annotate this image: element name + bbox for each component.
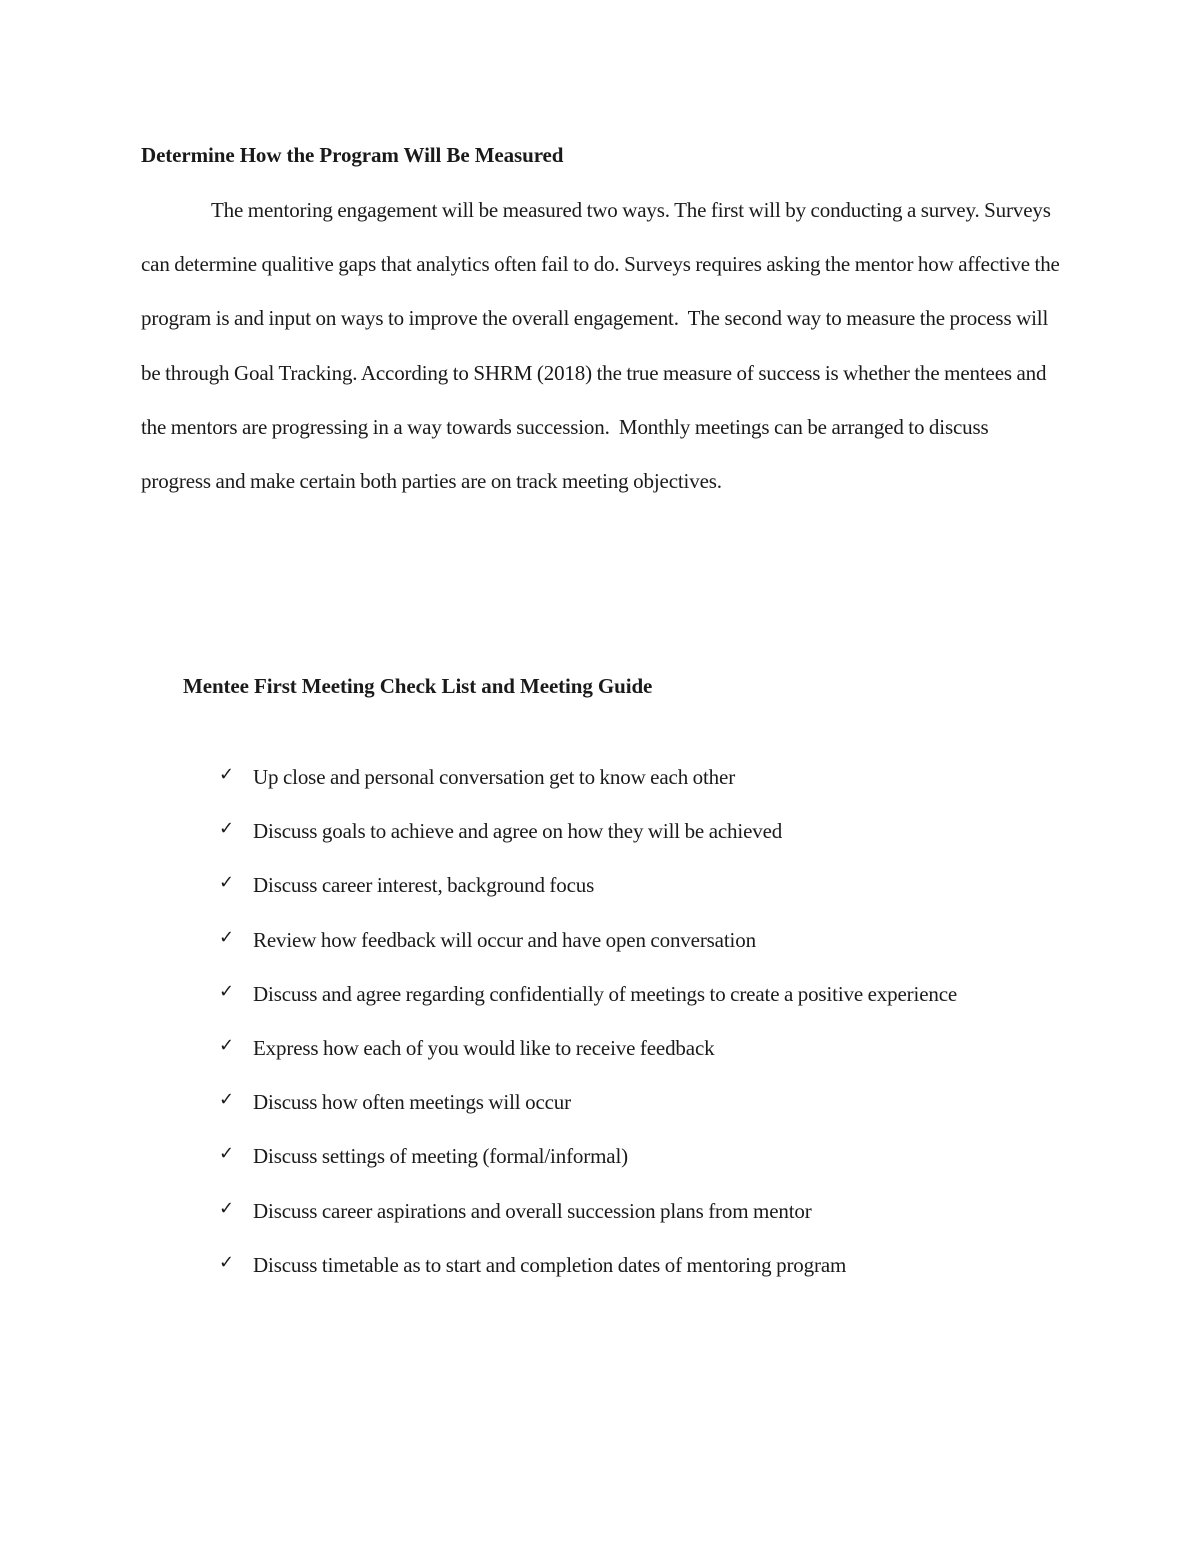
checklist-item-text: Discuss goals to achieve and agree on how they will be achieved (253, 819, 783, 844)
checklist-item (0, 1238, 1200, 1292)
checklist-item-text: Up close and personal conversation get to know each other (253, 765, 736, 789)
checklist-item-text: Express how each of you would like to receive feedback (253, 1036, 715, 1061)
checklist-item (0, 858, 1200, 912)
body-paragraph-measurement: The mentoring engagement will be measured two ways. The first will by conducting a survey. Surveys can determine qualitive gaps that analytics often fail to do. Surveys requires asking the mentor how affective the program is and input on ways to improve the overall engagement. The second way to measure the process will be through Goal Tracking. According to SHRM (2018) the true measure of success is whether the mentees and the mentors are progressing in a way towards succession. Monthly meetings can be arranged to discuss progress and make certain both parties are on track meeting objectives. (141, 198, 1065, 494)
checkmark-icon: ✓ (219, 1251, 234, 1273)
checklist-item-text: Discuss career interest, background focus (253, 873, 595, 898)
checkmark-icon: ✓ (219, 764, 234, 785)
checkmark-icon: ✓ (219, 1197, 234, 1219)
checklist-item (0, 1184, 1200, 1238)
checklist-item (0, 1021, 1200, 1075)
checkmark-icon: ✓ (219, 872, 234, 894)
checklist-item-text: Discuss career aspirations and overall succession plans from mentor (253, 1198, 812, 1223)
checklist-item (0, 1075, 1200, 1129)
checklist-item (0, 967, 1200, 1021)
meeting-checklist (0, 750, 1200, 1292)
checklist-item-text: Discuss timetable as to start and completion dates of mentoring program (253, 1252, 847, 1277)
checklist-item-text: Review how feedback will occur and have open conversation (253, 927, 756, 952)
checklist-item-text: Discuss how often meetings will occur (253, 1090, 571, 1115)
section-heading-mentee-checklist: Mentee First Meeting Check List and Meeting Guide (183, 674, 653, 698)
checkmark-icon: ✓ (219, 1089, 234, 1111)
checkmark-icon: ✓ (219, 1035, 234, 1057)
checklist-item (0, 750, 1200, 804)
checklist-item (0, 1129, 1200, 1183)
checkmark-icon: ✓ (219, 980, 234, 1002)
section-heading-program-measurement: Determine How the Program Will Be Measured (141, 143, 564, 167)
checklist-item-text: Discuss settings of meeting (formal/informal) (253, 1144, 629, 1169)
checkmark-icon: ✓ (219, 818, 234, 840)
checkmark-icon: ✓ (219, 1143, 234, 1165)
checklist-item (0, 804, 1200, 858)
checklist-item-text: Discuss and agree regarding confidentially of meetings to create a positive experience (253, 981, 958, 1006)
checkmark-icon: ✓ (219, 926, 234, 948)
checklist-item (0, 913, 1200, 967)
